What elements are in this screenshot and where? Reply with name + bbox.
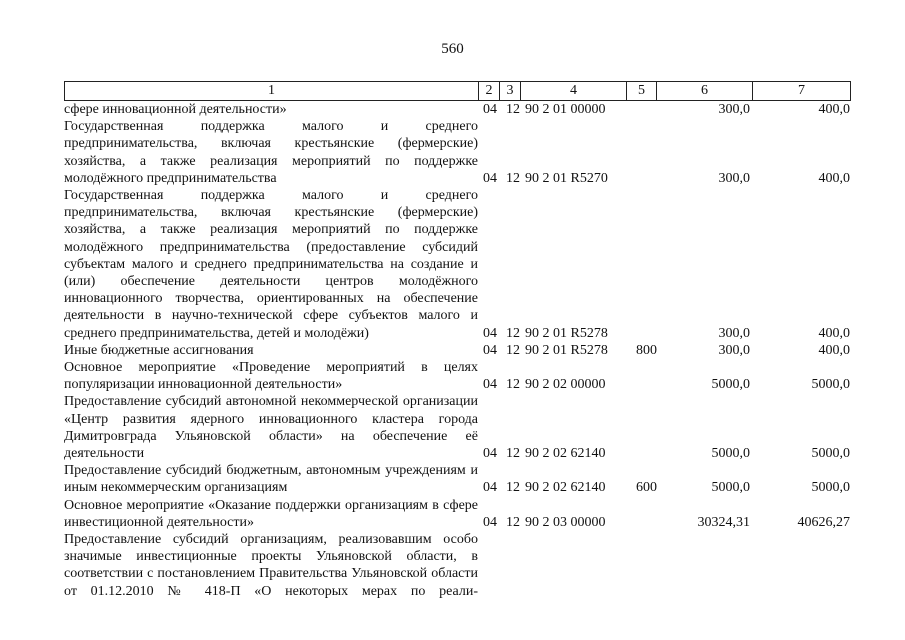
amount-col-7: 400,0: [818, 170, 850, 186]
amount-col-6: 300,0: [718, 102, 750, 118]
column-header-7: 7: [753, 82, 851, 101]
subsection-code: 12: [506, 102, 520, 118]
table-row: [64, 462, 854, 496]
amount-col-7: 5000,0: [811, 446, 850, 462]
amount-col-7: 400,0: [818, 325, 850, 341]
subsection-code: 12: [506, 480, 520, 496]
table-row: [64, 101, 854, 118]
section-code: 04: [483, 102, 497, 118]
expense-type-code: 800: [636, 342, 657, 358]
row-description: Предоставление субсидий бюджетным, автономным учреждениям и иным некоммерческим организациям: [64, 463, 478, 496]
column-header-3: 3: [500, 82, 521, 101]
budget-table-body: [64, 101, 854, 600]
amount-col-6: 300,0: [718, 342, 750, 358]
column-header-1: 1: [65, 82, 479, 101]
table-row: [64, 118, 854, 187]
section-code: 04: [483, 480, 497, 496]
row-description: Иные бюджетные ассигнования: [64, 342, 254, 358]
section-code: 04: [483, 342, 497, 358]
amount-col-6: 5000,0: [711, 446, 750, 462]
amount-col-7: 400,0: [818, 102, 850, 118]
target-article-code: 90 2 01 R5278: [525, 325, 608, 341]
row-description: сфере инновационной деятельности»: [64, 102, 287, 117]
table-row: [64, 531, 854, 600]
row-description: Основное мероприятие «Оказание поддержки организациям в сфере инвестиционной деятельности»: [64, 497, 478, 530]
section-code: 04: [483, 325, 497, 341]
column-header-row: [64, 81, 851, 101]
column-header-2: 2: [479, 82, 500, 101]
section-code: 04: [483, 170, 497, 186]
amount-col-6: 5000,0: [711, 480, 750, 496]
table-row: [64, 342, 854, 359]
target-article-code: 90 2 01 R5270: [525, 170, 608, 186]
amount-col-6: 300,0: [718, 170, 750, 186]
row-description: Предоставление субсидий автономной некоммерческой организации «Центр развития ядерного инновационного кластера города Димитровграда Ульяновской области» на обеспечение её деятельности: [64, 394, 478, 462]
section-code: 04: [483, 514, 497, 530]
section-code: 04: [483, 446, 497, 462]
target-article-code: 90 2 02 00000: [525, 377, 606, 393]
column-header-6: 6: [657, 82, 753, 101]
subsection-code: 12: [506, 342, 520, 358]
page-number: 560: [441, 41, 464, 57]
target-article-code: 90 2 03 00000: [525, 514, 606, 530]
amount-col-7: 400,0: [818, 342, 850, 358]
table-row: [64, 393, 854, 462]
amount-col-6: 30324,31: [697, 514, 750, 530]
subsection-code: 12: [506, 377, 520, 393]
table-row: [64, 497, 854, 531]
amount-col-7: 40626,27: [797, 514, 850, 530]
row-description: Государственная поддержка малого и среднего предпринимательства, включая крестьянские (фермерские) хозяйства, а также реализация мероприятий по поддержке молодёжного предпринимательства: [64, 119, 478, 186]
subsection-code: 12: [506, 446, 520, 462]
subsection-code: 12: [506, 325, 520, 341]
table-row: [64, 187, 854, 342]
row-description: Государственная поддержка малого и среднего предпринимательства, включая крестьянские (фермерские) хозяйства, а также реализация мероприятий по поддержке молодёжного предпринимательства (предоставление субсидий субъектам малого и среднего предпринимательства на создание и (или) обеспечение деятельности центров молодёжного инновационного творчества, ориентированных на обеспечение деятельности в научно-технической сфере субъектов малого и среднего предпринимательства, детей и молодёжи): [64, 188, 478, 341]
row-description: Предоставление субсидий организациям, реализовавшим особо значимые инвестиционные проекты Ульяновской области, в соответствии с постановлением Правительства Ульяновской области от 01.12.2010 № 418-П «О некоторых мерах по реали-: [64, 532, 478, 599]
table-row: [64, 359, 854, 393]
subsection-code: 12: [506, 170, 520, 186]
column-header-4: 4: [521, 82, 627, 101]
amount-col-6: 300,0: [718, 325, 750, 341]
expense-type-code: 600: [636, 480, 657, 496]
target-article-code: 90 2 01 00000: [525, 102, 606, 118]
subsection-code: 12: [506, 514, 520, 530]
target-article-code: 90 2 01 R5278: [525, 342, 608, 358]
target-article-code: 90 2 02 62140: [525, 480, 606, 496]
section-code: 04: [483, 377, 497, 393]
amount-col-7: 5000,0: [811, 480, 850, 496]
target-article-code: 90 2 02 62140: [525, 446, 606, 462]
column-header-5: 5: [627, 82, 657, 101]
amount-col-7: 5000,0: [811, 377, 850, 393]
amount-col-6: 5000,0: [711, 377, 750, 393]
row-description: Основное мероприятие «Проведение мероприятий в целях популяризации инновационной деятельности»: [64, 360, 478, 393]
